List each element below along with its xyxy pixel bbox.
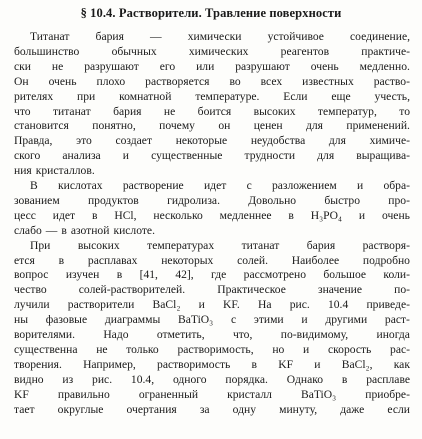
text-line: тает округлые очертания за одну минуту, даже если xyxy=(14,402,410,416)
text-line: становится понятно, почему он ценен для применений. xyxy=(14,119,410,133)
text-line: слабо — в азотной кислоте. xyxy=(14,223,155,237)
text-line: ния кристаллов. xyxy=(14,164,95,178)
text-line: Титанат бария — химически устойчивое соединение, xyxy=(30,30,410,43)
text-line: существенна не только растворимость, но и скорость рас- xyxy=(14,342,410,356)
text-line: KF правильно ограненный кристалл BaTiO₃ приобре- xyxy=(14,387,410,401)
text-line: ского анализа и существенные трудности для выращива- xyxy=(14,149,410,163)
text-line: В кислотах растворение идет с разложением и обра- xyxy=(30,179,410,192)
section-heading: § 10.4. Растворители. Травление поверхности xyxy=(80,6,342,20)
text-line: видно из рис. 10.4, одного порядка. Однако в расплаве xyxy=(14,372,410,386)
text-line: рителях при комнатной температуре. Если еще учесть, xyxy=(14,89,410,103)
text-line: вопрос изучен в [41, 42], где рассмотрено большое коли- xyxy=(14,268,410,282)
text-line: ски не разрушают его или разрушают очень медленно. xyxy=(14,59,410,73)
text-line: чество солей-растворителей. Практическое значение по- xyxy=(14,283,410,297)
text-line: лучили растворители BaCl₂ и KF. На рис. 10.4 приведе- xyxy=(14,298,410,312)
text-line: ется в расплавах некоторых солей. Наиболее подробно xyxy=(14,253,410,267)
text-line: что титанат бария не боится высоких температур, то xyxy=(14,104,410,118)
text-line: Правда, это создает некоторые неудобства для химиче- xyxy=(14,134,410,148)
text-line: ворителями. Надо отметить, что, по-видимому, иногда xyxy=(14,328,410,341)
text-line: зованием продуктов гидролиза. Довольно быстро про- xyxy=(14,193,410,207)
text-line: творения. Например, растворимость в KF и BaCl₂, как xyxy=(14,357,410,371)
text-line: большинство обычных химических реагентов практиче- xyxy=(14,44,410,58)
text-line: При высоких температурах титанат бария растворя- xyxy=(30,238,410,252)
text-line: цесс идет в HCl, несколько медленнее в H₃PO₄ и очень xyxy=(14,208,410,222)
text-line: Он очень плохо растворяется во всех известных раство- xyxy=(14,74,410,88)
text-line: ны фазовые диаграммы BaTiO₃ с этими и другими раст- xyxy=(14,313,410,327)
